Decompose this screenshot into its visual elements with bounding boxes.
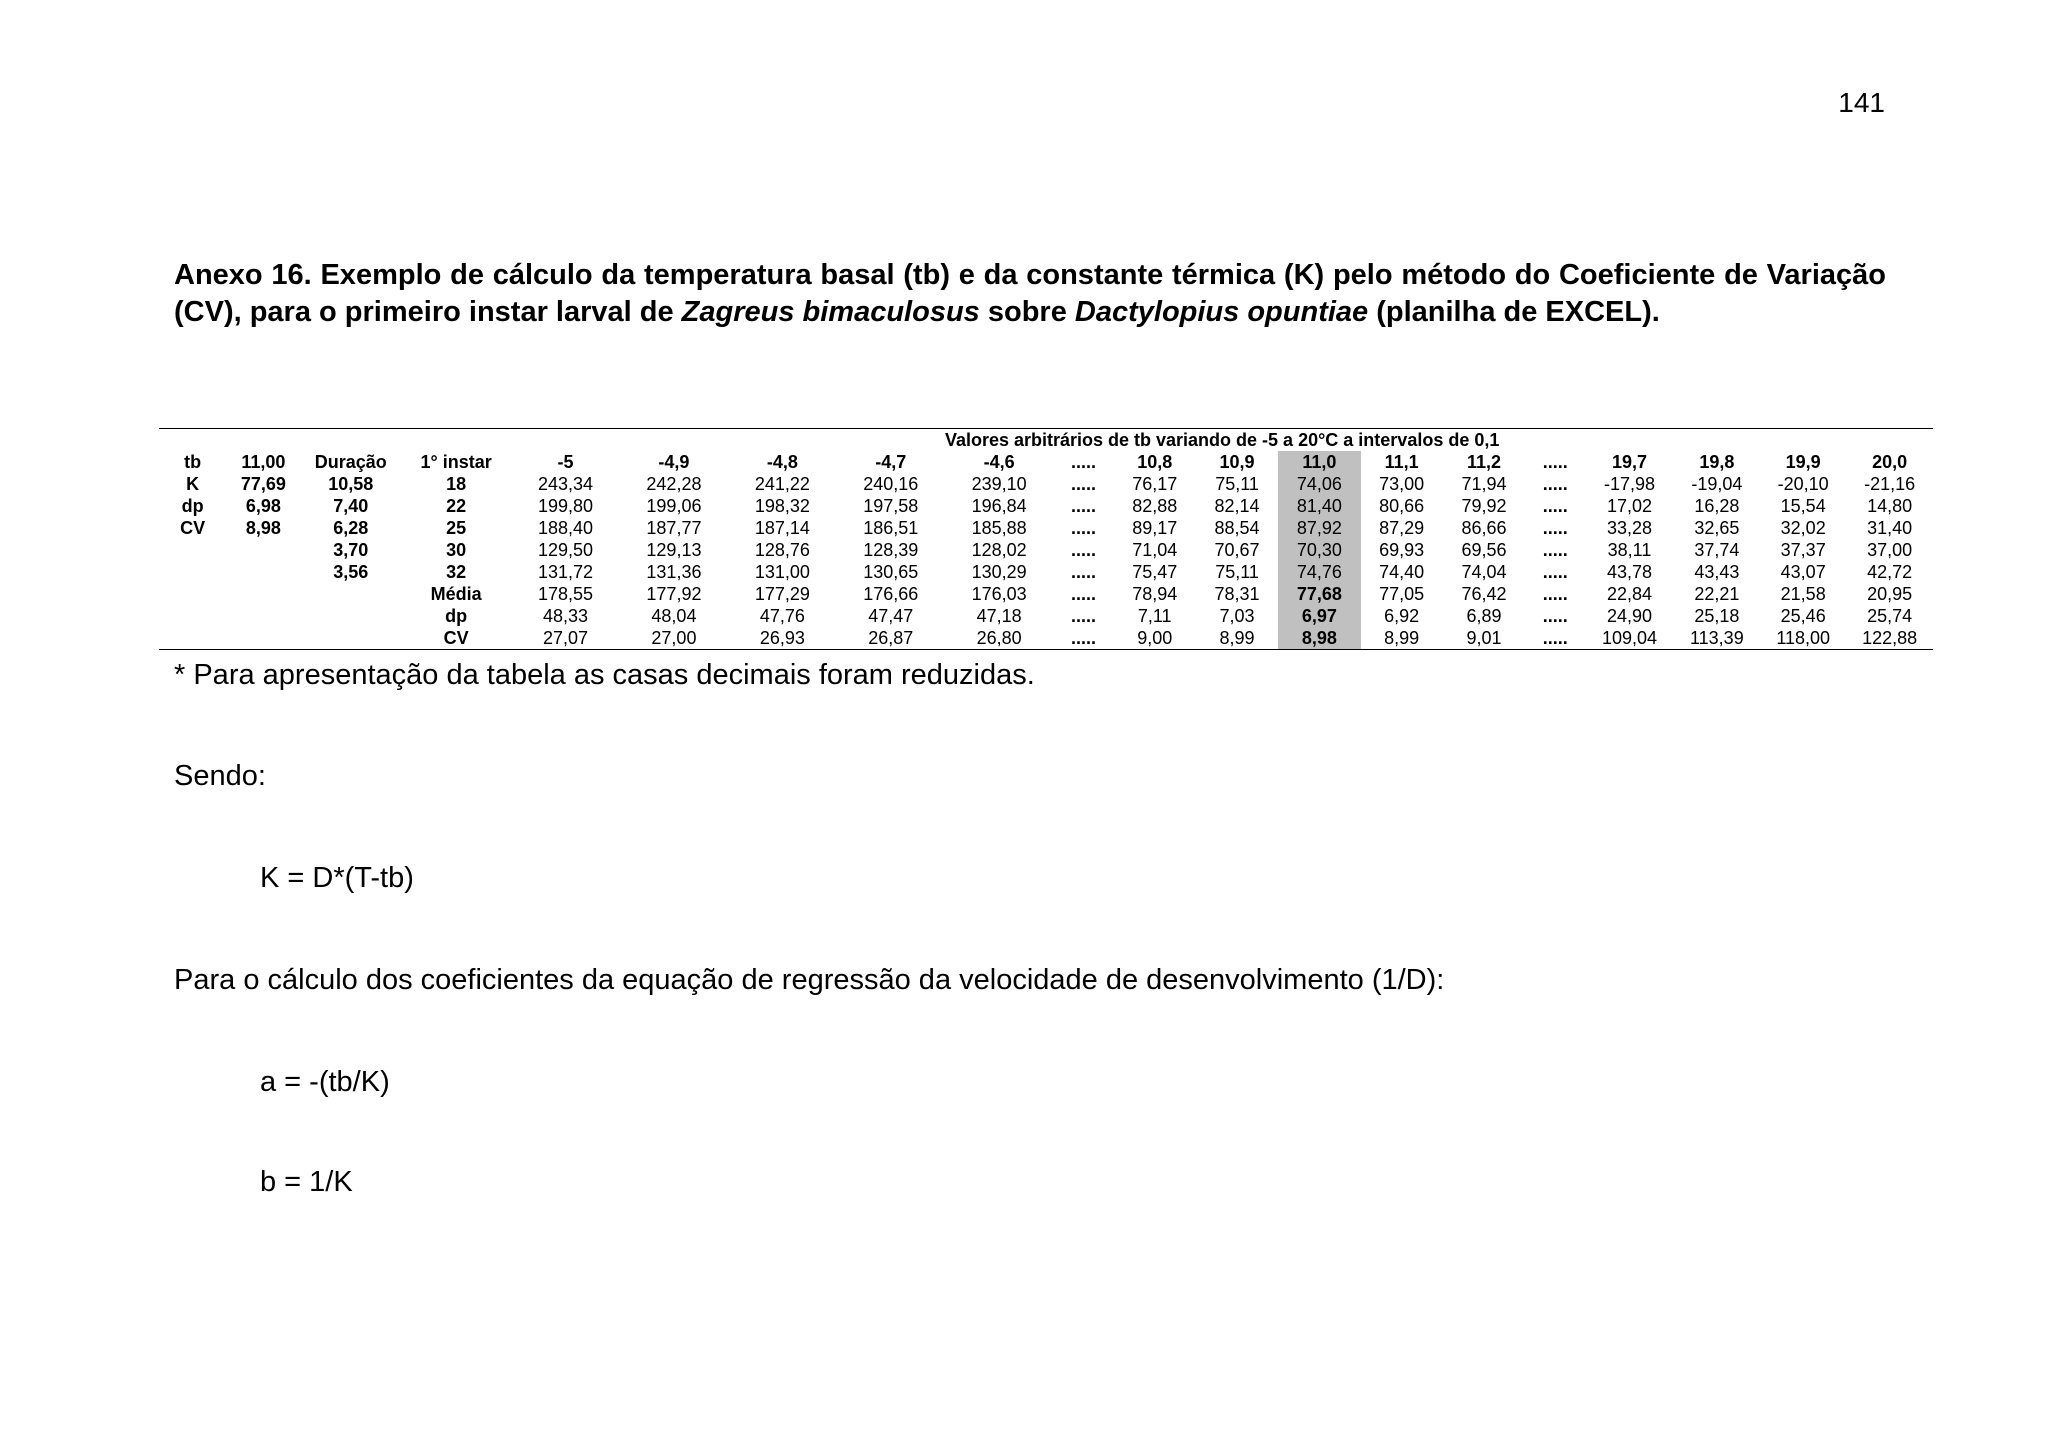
table-cell: -20,10	[1777, 474, 1829, 494]
table-cell: 47,76	[759, 606, 805, 626]
table-cell: 3,70	[333, 540, 369, 560]
table-cell: 8,98	[245, 518, 281, 538]
caption-species-dactylopius: Dactylopius opuntiae	[1074, 296, 1369, 328]
table-cell: 18	[446, 474, 467, 494]
table-cell: .....	[1070, 540, 1096, 560]
table-cell: .....	[1070, 452, 1096, 472]
table-cell	[226, 605, 300, 627]
table-cell: 19,7	[1612, 452, 1648, 472]
table-cell	[301, 605, 401, 627]
table-cell	[226, 539, 300, 561]
sendo-label: Sendo:	[174, 760, 266, 792]
table-cell: 37,00	[1867, 540, 1913, 560]
table-cell: 76,17	[1132, 474, 1178, 494]
table-cell: 131,00	[754, 562, 810, 582]
table-cell: -4,7	[875, 452, 907, 472]
table-cell: 38,11	[1607, 540, 1652, 560]
table-cell: 74,04	[1461, 562, 1507, 582]
table-cell: Média	[430, 584, 482, 604]
table-cell: 19,8	[1699, 452, 1735, 472]
table-cell: 70,30	[1278, 539, 1360, 561]
table-cell: 76,42	[1461, 584, 1507, 604]
table-cell: 78,31	[1214, 584, 1260, 604]
table-row	[159, 561, 1933, 583]
table-cell: .....	[1525, 627, 1585, 650]
table-cell: 197,58	[863, 496, 919, 516]
table-cell	[301, 627, 401, 650]
table-cell: 113,39	[1674, 627, 1760, 650]
table-cell: 10,9	[1219, 452, 1255, 472]
table-cell: 74,76	[1278, 561, 1360, 583]
table-cell: 9,00	[1114, 627, 1196, 650]
table-cell: 10,58	[328, 474, 374, 494]
table-cell	[159, 539, 226, 561]
table-cell: 37,74	[1694, 540, 1740, 560]
table-cell	[226, 561, 300, 583]
table-cell: 239,10	[971, 474, 1027, 494]
table-cell: 71,04	[1132, 540, 1178, 560]
table-cell: .....	[1070, 584, 1096, 604]
table-cell: 130,65	[863, 562, 919, 582]
table-cell: .....	[1542, 562, 1568, 582]
table-cell: 241,22	[754, 474, 810, 494]
table-cell: 7,03	[1219, 606, 1255, 626]
caption-species-zagreus: Zagreus bimaculosus	[681, 296, 980, 328]
table-cell: 8,98	[1278, 627, 1360, 650]
table-cell: 186,51	[863, 518, 919, 538]
table-cell: 11,2	[1466, 452, 1501, 472]
table-cell: 32,02	[1780, 518, 1826, 538]
table-row	[159, 517, 1933, 539]
regression-paragraph: Para o cálculo dos coeficientes da equação de regressão da velocidade de desenvolvimento (1/D):	[174, 964, 1445, 996]
table-footnote: * Para apresentação da tabela as casas decimais foram reduzidas.	[174, 659, 1035, 691]
table-cell: 37,37	[1780, 540, 1826, 560]
table-cell: 75,11	[1215, 562, 1259, 582]
table-cell: 14,80	[1867, 496, 1913, 516]
table-cell: 77,69	[240, 474, 286, 494]
table-row	[159, 473, 1933, 495]
table-cell: 47,47	[868, 606, 914, 626]
table-cell: 128,39	[863, 540, 919, 560]
table-cell: 80,66	[1379, 496, 1425, 516]
table-cell: 7,11	[1137, 606, 1172, 626]
table-cell: .....	[1542, 518, 1568, 538]
table-cell: 199,80	[538, 496, 594, 516]
table-cell: -17,98	[1604, 474, 1656, 494]
table-cell: 129,13	[646, 540, 702, 560]
table-cell: 122,88	[1846, 627, 1933, 650]
table-cell: 128,76	[754, 540, 810, 560]
table-cell: dp	[445, 606, 468, 626]
table-row	[159, 539, 1933, 561]
table-cell	[159, 561, 226, 583]
table-cell: 187,77	[646, 518, 702, 538]
table-cell: 6,92	[1384, 606, 1420, 626]
table-cell: tb	[184, 452, 202, 472]
table-cell	[226, 627, 300, 650]
table-cell: 32,65	[1694, 518, 1740, 538]
table-cell: .....	[1053, 627, 1113, 650]
table-cell: 86,66	[1461, 518, 1507, 538]
table-cell: CV	[401, 627, 511, 650]
table-cell: 176,66	[863, 584, 919, 604]
table-cell: 242,28	[646, 474, 702, 494]
table-cell: 48,33	[543, 606, 589, 626]
table-cell: 8,99	[1196, 627, 1278, 650]
table-cell: -4,8	[766, 452, 798, 472]
table-cell: 11,00	[241, 452, 286, 472]
table-cell: 26,93	[728, 627, 836, 650]
table-cell: 78,94	[1132, 584, 1178, 604]
table-cell: 25,46	[1780, 606, 1826, 626]
table-cell: 11,1	[1384, 452, 1419, 472]
table-header-row	[159, 451, 1933, 473]
table-cell: 33,28	[1607, 518, 1653, 538]
table-cell: 82,88	[1132, 496, 1178, 516]
table-cell: 177,92	[646, 584, 702, 604]
table-cell: 69,93	[1379, 540, 1425, 560]
table-cell: 109,04	[1585, 627, 1673, 650]
table-cell: K	[186, 474, 200, 494]
table-cell: 77,05	[1379, 584, 1425, 604]
table-cell: 43,43	[1694, 562, 1740, 582]
table-cell: 74,06	[1278, 473, 1360, 495]
table-cell: 42,72	[1867, 562, 1913, 582]
table-cell: 17,02	[1607, 496, 1653, 516]
table-cell: 196,84	[971, 496, 1027, 516]
table-cell: 88,54	[1214, 518, 1260, 538]
table-cell: 1° instar	[420, 452, 492, 472]
table-cell: -4,9	[658, 452, 690, 472]
page-number: 141	[1838, 87, 1885, 118]
table-cell: 87,92	[1278, 517, 1360, 539]
table-caption	[174, 257, 1886, 331]
table-cell: 69,56	[1461, 540, 1507, 560]
table-body	[159, 429, 1933, 650]
table-cell: 6,97	[1278, 605, 1360, 627]
table-cell: 47,18	[976, 606, 1022, 626]
table-cell: 9,01	[1443, 627, 1525, 650]
caption-text-end: (planilha de EXCEL).	[1368, 296, 1660, 328]
table-cell	[159, 627, 226, 650]
table-cell: 176,03	[971, 584, 1027, 604]
table-cell: 199,06	[646, 496, 702, 516]
table-cell: dp	[181, 496, 204, 516]
table-cell: 77,68	[1278, 583, 1360, 605]
table-cell: 6,89	[1466, 606, 1502, 626]
table-super-header: Valores arbitrários de tb variando de -5 a 20°C a intervalos de 0,1	[511, 429, 1933, 452]
table-cell: -4,6	[983, 452, 1015, 472]
table-cell: 82,14	[1214, 496, 1260, 516]
table-cell	[226, 583, 300, 605]
data-table	[159, 428, 1933, 650]
table-cell: Duração	[314, 452, 387, 472]
table-cell: 3,56	[333, 562, 369, 582]
table-cell: 21,58	[1780, 584, 1826, 604]
table-cell: .....	[1070, 606, 1096, 626]
table-cell: 7,40	[333, 496, 369, 516]
table-cell: 81,40	[1278, 495, 1360, 517]
table-cell: -19,04	[1691, 474, 1743, 494]
table-cell: 128,02	[971, 540, 1027, 560]
table-cell: .....	[1070, 518, 1096, 538]
formula-a: a = -(tb/K)	[260, 1066, 390, 1098]
table-cell: CV	[180, 518, 206, 538]
table-cell: .....	[1070, 474, 1096, 494]
table-cell: 25	[446, 518, 467, 538]
table-cell: 31,40	[1867, 518, 1913, 538]
table-row	[159, 583, 1933, 605]
table-cell: .....	[1542, 496, 1568, 516]
table-cell: 16,28	[1694, 496, 1740, 516]
table-cell: 22,21	[1694, 584, 1740, 604]
table-cell: 75,11	[1215, 474, 1259, 494]
table-cell: 188,40	[538, 518, 594, 538]
table-cell: 19,9	[1785, 452, 1821, 472]
caption-text: Anexo 16. Exemplo de cálculo da temperatura basal (tb) e da constante térmica (K) pelo método do Coeficiente de Variação (CV), para o primeiro instar larval de	[174, 259, 1886, 328]
table-cell: 243,34	[538, 474, 594, 494]
table-cell: 89,17	[1132, 518, 1178, 538]
table-cell: 131,72	[538, 562, 594, 582]
table-cell: 75,47	[1132, 562, 1178, 582]
table-cell: 15,54	[1780, 496, 1826, 516]
formula-b: b = 1/K	[260, 1166, 353, 1198]
table-row	[159, 495, 1933, 517]
table-cell: 8,99	[1361, 627, 1443, 650]
table-cell: 73,00	[1379, 474, 1425, 494]
table-cell: 30	[446, 540, 467, 560]
table-cell: 131,36	[646, 562, 702, 582]
table-cell: 240,16	[863, 474, 919, 494]
table-cell: .....	[1542, 606, 1568, 626]
table-cell: .....	[1542, 452, 1568, 472]
table-cell: 87,29	[1379, 518, 1425, 538]
table-cell: 43,07	[1780, 562, 1826, 582]
table-cell: 130,29	[971, 562, 1027, 582]
table-cell	[301, 583, 401, 605]
table-cell: 26,87	[837, 627, 945, 650]
table-row	[159, 605, 1933, 627]
table-cell: 43,78	[1607, 562, 1653, 582]
table-cell: 27,07	[511, 627, 619, 650]
table-super-header-row	[159, 429, 1933, 452]
caption-text-sobre: sobre	[979, 296, 1075, 328]
table-cell: .....	[1542, 540, 1568, 560]
table-cell: 20,0	[1872, 452, 1908, 472]
table-cell	[159, 583, 226, 605]
table-cell: 129,50	[538, 540, 594, 560]
table-cell: 187,14	[754, 518, 810, 538]
table-cell: .....	[1070, 562, 1096, 582]
table-cell: 71,94	[1461, 474, 1507, 494]
table-cell: 6,28	[333, 518, 369, 538]
table-cell: .....	[1542, 474, 1568, 494]
data-table-container	[159, 428, 1933, 650]
table-cell: 118,00	[1760, 627, 1846, 650]
table-cell: 6,98	[245, 496, 281, 516]
table-cell: 48,04	[651, 606, 697, 626]
table-cell: -21,16	[1864, 474, 1916, 494]
formula-k: K = D*(T-tb)	[260, 862, 414, 894]
table-cell: 22	[446, 496, 467, 516]
table-cell: 177,29	[754, 584, 810, 604]
table-cell: 25,18	[1694, 606, 1740, 626]
table-cell: .....	[1070, 496, 1096, 516]
table-cell: 27,00	[620, 627, 728, 650]
table-cell: 74,40	[1379, 562, 1425, 582]
table-cell: -5	[557, 452, 574, 472]
table-cell: 22,84	[1607, 584, 1653, 604]
table-cell: .....	[1542, 584, 1568, 604]
table-cell: 185,88	[971, 518, 1027, 538]
table-cell: 25,74	[1867, 606, 1913, 626]
table-cell: 178,55	[538, 584, 594, 604]
table-cell: 79,92	[1461, 496, 1507, 516]
table-cell: 70,67	[1214, 540, 1260, 560]
table-cell: 10,8	[1137, 452, 1173, 472]
table-cell: 11,0	[1278, 451, 1360, 473]
table-cell: 20,95	[1867, 584, 1913, 604]
table-cell: 32	[446, 562, 467, 582]
table-cell: 24,90	[1607, 606, 1653, 626]
table-cell	[159, 605, 226, 627]
table-row	[159, 627, 1933, 650]
table-cell: 26,80	[945, 627, 1053, 650]
table-cell: 198,32	[754, 496, 810, 516]
